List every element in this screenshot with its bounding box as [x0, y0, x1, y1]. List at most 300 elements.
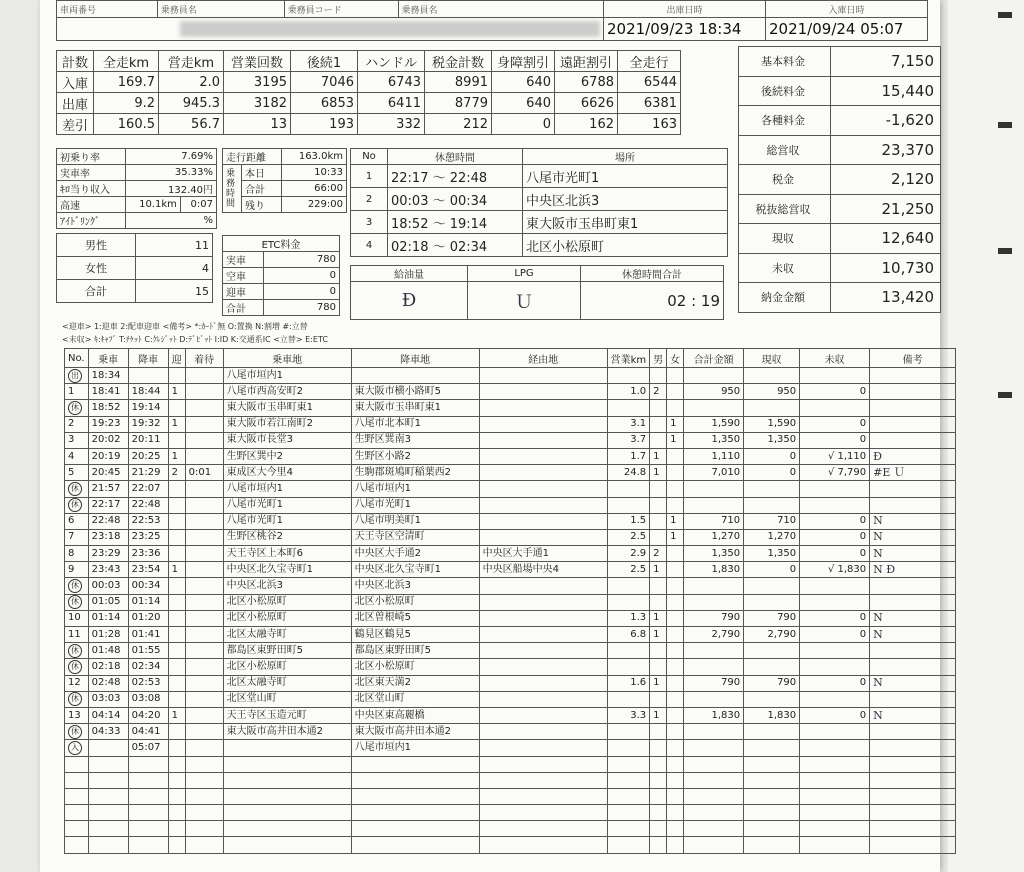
- counter-value: 212: [425, 114, 492, 135]
- counter-table: [56, 50, 681, 135]
- trip-log-cell: [128, 772, 168, 788]
- trip-log-row: [65, 465, 956, 481]
- trip-log-cell: [168, 643, 185, 659]
- fare-label: 未収: [739, 253, 831, 283]
- trip-log-cell: [870, 384, 956, 400]
- trip-log-cell: [128, 756, 168, 772]
- trip-log-cell: 11: [65, 627, 89, 643]
- trip-log-cell: [650, 772, 667, 788]
- trip-log-cell: 21:29: [128, 465, 168, 481]
- trip-log-cell: 790: [744, 675, 800, 691]
- trip-log-cell: 1.6: [607, 675, 650, 691]
- trip-log-cell: [744, 724, 800, 740]
- trip-type-badge: 休: [68, 498, 82, 512]
- trip-log-cell: 02:18: [88, 659, 128, 675]
- trip-log-cell: 八尾市光町1: [351, 497, 479, 513]
- trip-log-cell: 0: [800, 513, 870, 529]
- counter-row: [57, 114, 681, 135]
- trip-log-cell: 1: [168, 562, 185, 578]
- trip-log-row: [65, 627, 956, 643]
- trip-log-cell: [607, 821, 650, 837]
- counter-col-header: 遠距割引: [555, 51, 618, 72]
- trip-log-cell: [744, 578, 800, 594]
- trip-log-cell: 04:33: [88, 724, 128, 740]
- fuel-col-header: 休憩時間合計: [581, 266, 724, 282]
- trip-log-cell: 生野区小路2: [351, 448, 479, 464]
- trip-log-cell: 0: [800, 546, 870, 562]
- trip-log-empty-row: [65, 756, 956, 772]
- trip-log-cell: [607, 740, 650, 756]
- trip-log-row: [65, 529, 956, 545]
- trip-log-cell: 02:34: [128, 659, 168, 675]
- counter-value: 162: [555, 114, 618, 135]
- trip-log-col-header: 着待: [185, 349, 223, 368]
- trip-log-row: [65, 740, 956, 756]
- fare-value: 2,120: [831, 165, 941, 195]
- trip-type-badge: 休: [68, 579, 82, 593]
- counter-value: 945.3: [159, 93, 224, 114]
- trip-log-cell: [65, 368, 89, 384]
- fare-rows: [739, 47, 941, 313]
- trip-log-cell: N: [870, 529, 956, 545]
- trip-log-cell: 北区小松原町: [223, 659, 351, 675]
- trip-log-row: [65, 416, 956, 432]
- trip-log-cell: 1,590: [684, 416, 744, 432]
- trip-log-cell: 2: [650, 546, 667, 562]
- trip-log-cell: [88, 772, 128, 788]
- break-place: 八尾市光町1: [523, 165, 728, 188]
- trip-log-cell: 18:41: [88, 384, 128, 400]
- trip-log-cell: [800, 578, 870, 594]
- trip-log-cell: 23:29: [88, 546, 128, 562]
- trip-log-cell: [607, 643, 650, 659]
- trip-log-cell: 1,110: [684, 448, 744, 464]
- trip-log-cell: [223, 805, 351, 821]
- trip-log-cell: [744, 643, 800, 659]
- trip-type-badge: 休: [68, 595, 82, 609]
- trip-log-cell: 北区小松原町: [223, 610, 351, 626]
- trip-log-cell: [744, 805, 800, 821]
- trip-log-cell: 10: [65, 610, 89, 626]
- trip-log-row: [65, 368, 956, 384]
- trip-log-cell: [870, 659, 956, 675]
- fare-row: [739, 106, 941, 136]
- etc-value: 0: [264, 284, 340, 300]
- run-dist-value: 163.0km: [282, 149, 347, 165]
- counter-col-header: ハンドル: [358, 51, 425, 72]
- trip-type-badge: 休: [68, 401, 82, 415]
- trip-log-cell: [650, 788, 667, 804]
- trip-log-cell: [168, 497, 185, 513]
- trip-log-cell: 八尾市垣内1: [223, 481, 351, 497]
- stat-value: 10.1km: [126, 197, 181, 213]
- trip-log-cell: 20:11: [128, 432, 168, 448]
- trip-log-cell: [185, 546, 223, 562]
- fare-row: [739, 253, 941, 283]
- trip-log-cell: 1: [650, 465, 667, 481]
- pax-value: 4: [136, 257, 213, 280]
- trip-log-cell: [650, 756, 667, 772]
- trip-log-row: [65, 724, 956, 740]
- trip-log-cell: [667, 384, 684, 400]
- trip-log-cell: 東大阪市高井田本通2: [351, 724, 479, 740]
- etc-title: ETC料金: [223, 236, 340, 252]
- trip-log-cell: [800, 772, 870, 788]
- trip-log-table: [64, 348, 956, 854]
- trip-log-cell: 中央区東高麗橋: [351, 707, 479, 723]
- trip-log-cell: 東大阪市玉串町東1: [351, 400, 479, 416]
- trip-log-cell: [479, 659, 607, 675]
- trip-log-cell: [607, 756, 650, 772]
- trip-log-cell: #E Ｕ: [870, 465, 956, 481]
- trip-log-cell: [185, 562, 223, 578]
- trip-log-cell: [168, 788, 185, 804]
- stat-label: 実車率: [57, 165, 126, 181]
- trip-log-cell: [223, 821, 351, 837]
- fare-summary-table: [738, 46, 941, 313]
- trip-log-cell: [479, 448, 607, 464]
- trip-log-cell: 1,590: [744, 416, 800, 432]
- trip-log-cell: [65, 400, 89, 416]
- trip-log-cell: 中央区北久宝寺町1: [223, 562, 351, 578]
- counter-value: 0: [492, 114, 555, 135]
- trip-log-row: [65, 610, 956, 626]
- trip-log-cell: [88, 740, 128, 756]
- trip-log-cell: [479, 578, 607, 594]
- counter-value: 8779: [425, 93, 492, 114]
- counter-value: 2.0: [159, 72, 224, 93]
- fuel-col-header: LPG: [468, 266, 581, 282]
- counter-value: 3195: [224, 72, 291, 93]
- trip-log-cell: 1,350: [744, 546, 800, 562]
- trip-log-cell: [479, 481, 607, 497]
- trip-log-cell: 21:57: [88, 481, 128, 497]
- trip-log-cell: [650, 432, 667, 448]
- trip-log-cell: [650, 594, 667, 610]
- trip-log-cell: [479, 416, 607, 432]
- trip-log-cell: [684, 643, 744, 659]
- trip-log-cell: N: [870, 707, 956, 723]
- trip-log-cell: 01:14: [128, 594, 168, 610]
- trip-log-cell: 0: [800, 627, 870, 643]
- break-row: [351, 188, 728, 211]
- trip-log-cell: 01:14: [88, 610, 128, 626]
- counter-value: 7046: [291, 72, 358, 93]
- trip-log-cell: 東大阪市長堂3: [223, 432, 351, 448]
- fuel-col-header: 給油量: [351, 266, 468, 282]
- trip-log-cell: [744, 481, 800, 497]
- etc-label: 迎車: [223, 284, 264, 300]
- trip-log-cell: [185, 740, 223, 756]
- trip-log-cell: [168, 432, 185, 448]
- trip-log-cell: [128, 837, 168, 853]
- trip-log-cell: [168, 368, 185, 384]
- trip-log-row: [65, 562, 956, 578]
- trip-log-cell: [479, 837, 607, 853]
- run-dist-label: 走行距離: [223, 149, 282, 165]
- trip-log-cell: 710: [684, 513, 744, 529]
- fare-label: 納金金額: [739, 283, 831, 313]
- passenger-count-table: [56, 233, 213, 303]
- return-time: 2021/09/24 05:07: [766, 18, 928, 41]
- trip-log-cell: [607, 578, 650, 594]
- trip-log-cell: 1: [667, 416, 684, 432]
- header-label: 出庫日時: [604, 1, 766, 18]
- break-col-header: 場所: [523, 149, 728, 165]
- trip-log-cell: 八尾市北本町1: [351, 416, 479, 432]
- counter-value: 6788: [555, 72, 618, 93]
- break-place: 東大阪市玉串町東1: [523, 211, 728, 234]
- trip-log-cell: [168, 594, 185, 610]
- trip-log-cell: [88, 756, 128, 772]
- trip-log-cell: 2: [650, 384, 667, 400]
- trip-log-cell: Ð: [870, 448, 956, 464]
- trip-log-cell: [223, 756, 351, 772]
- break-total: 02 : 19: [581, 282, 724, 320]
- trip-log-cell: 01:48: [88, 643, 128, 659]
- trip-log-cell: [65, 756, 89, 772]
- trip-log-cell: [479, 740, 607, 756]
- trip-log-cell: [870, 643, 956, 659]
- trip-log-cell: 天王寺区玉造元町: [223, 707, 351, 723]
- trip-log-cell: [744, 837, 800, 853]
- trip-log-cell: [667, 368, 684, 384]
- trip-log-cell: [650, 368, 667, 384]
- fare-label: 総営収: [739, 135, 831, 165]
- trip-log-cell: 中央区大手通1: [479, 546, 607, 562]
- counter-value: 332: [358, 114, 425, 135]
- trip-log-cell: [744, 691, 800, 707]
- trip-log-cell: [684, 578, 744, 594]
- run-value: 66:00: [282, 181, 347, 197]
- trip-log-cell: [744, 772, 800, 788]
- trip-log-cell: [479, 513, 607, 529]
- rate-stats-table: [56, 148, 217, 229]
- trip-log-cell: 01:55: [128, 643, 168, 659]
- trip-log-cell: 東大阪市横小路町5: [351, 384, 479, 400]
- trip-log-cell: [351, 805, 479, 821]
- trip-log-col-header: 乗車: [88, 349, 128, 368]
- counter-rows: [57, 72, 681, 135]
- trip-log-cell: [800, 400, 870, 416]
- trip-log-cell: 1: [650, 448, 667, 464]
- trip-log-cell: 0: [800, 416, 870, 432]
- trip-log-row: [65, 594, 956, 610]
- trip-log-cell: [607, 724, 650, 740]
- trip-log-cell: 23:43: [88, 562, 128, 578]
- trip-log-cell: 00:34: [128, 578, 168, 594]
- trip-log-cell: [185, 707, 223, 723]
- run-side-label: 乗務時間: [223, 165, 242, 213]
- fuel-table: [350, 265, 724, 320]
- trip-log-cell: [684, 481, 744, 497]
- header-label: 乗務員コード: [284, 1, 398, 18]
- trip-log-cell: [650, 578, 667, 594]
- trip-log-cell: 生野区桃谷2: [223, 529, 351, 545]
- break-no: 3: [351, 211, 388, 234]
- trip-log-cell: 19:14: [128, 400, 168, 416]
- trip-log-cell: 1: [168, 384, 185, 400]
- running-time-table: [222, 148, 347, 213]
- trip-log-cell: [684, 740, 744, 756]
- trip-log-cell: [870, 788, 956, 804]
- trip-log-cell: [800, 756, 870, 772]
- trip-log-cell: 北区堂山町: [223, 691, 351, 707]
- stat-label: 高速: [57, 197, 126, 213]
- trip-log-cell: [479, 497, 607, 513]
- trip-log-cell: [168, 578, 185, 594]
- trip-log-cell: [650, 400, 667, 416]
- break-place: 中央区北浜3: [523, 188, 728, 211]
- trip-log-cell: N: [870, 513, 956, 529]
- trip-log-cell: 中央区船場中央4: [479, 562, 607, 578]
- trip-log-cell: 北区小松原町: [351, 594, 479, 610]
- header-label: 車両番号: [57, 1, 158, 18]
- trip-log-cell: [168, 691, 185, 707]
- trip-log-cell: 生野区巽中2: [223, 448, 351, 464]
- trip-log-cell: [479, 368, 607, 384]
- trip-log-cell: [479, 384, 607, 400]
- trip-log-cell: 八尾市光町1: [223, 513, 351, 529]
- trip-log-row: [65, 481, 956, 497]
- trip-log-cell: [684, 837, 744, 853]
- etc-value: 0: [264, 268, 340, 284]
- trip-log-cell: [65, 594, 89, 610]
- trip-log-cell: 01:41: [128, 627, 168, 643]
- trip-log-cell: [684, 659, 744, 675]
- trip-log-cell: [65, 821, 89, 837]
- trip-log-cell: [185, 416, 223, 432]
- trip-log-row: [65, 497, 956, 513]
- trip-log-row: [65, 384, 956, 400]
- trip-log-cell: 03:03: [88, 691, 128, 707]
- trip-log-cell: 19:23: [88, 416, 128, 432]
- trip-log-cell: 八尾市西高安町2: [223, 384, 351, 400]
- trip-type-badge: 休: [68, 660, 82, 674]
- trip-log-cell: [870, 497, 956, 513]
- trip-log-cell: 1: [650, 627, 667, 643]
- trip-log-cell: [185, 513, 223, 529]
- header-label: 入庫日時: [766, 1, 928, 18]
- trip-log-cell: [168, 610, 185, 626]
- break-place: 北区小松原町: [523, 234, 728, 257]
- trip-log-col-header: 経由地: [479, 349, 607, 368]
- trip-log-cell: [650, 513, 667, 529]
- counter-col-header: 後続1: [291, 51, 358, 72]
- counter-row-label: 出庫: [57, 93, 94, 114]
- trip-log-cell: 1,350: [684, 546, 744, 562]
- fare-label: 後続料金: [739, 76, 831, 106]
- trip-log-row: [65, 513, 956, 529]
- trip-log-cell: [667, 837, 684, 853]
- trip-log-cell: [88, 805, 128, 821]
- trip-log-col-header: 迎: [168, 349, 185, 368]
- trip-type-badge: 休: [68, 725, 82, 739]
- fare-row: [739, 76, 941, 106]
- trip-log-cell: [479, 529, 607, 545]
- trip-log-cell: [479, 707, 607, 723]
- trip-log-cell: [650, 481, 667, 497]
- counter-value: 6544: [618, 72, 681, 93]
- counter-col-header: 営走km: [159, 51, 224, 72]
- trip-log-cell: [650, 529, 667, 545]
- trip-log-cell: [65, 805, 89, 821]
- pax-label: 女性: [57, 257, 136, 280]
- trip-log-cell: 13: [65, 707, 89, 723]
- trip-log-cell: 6: [65, 513, 89, 529]
- trip-log-cell: [684, 594, 744, 610]
- trip-log-cell: 中央区大手通2: [351, 546, 479, 562]
- break-no: 2: [351, 188, 388, 211]
- trip-log-cell: [667, 805, 684, 821]
- trip-log-cell: [65, 643, 89, 659]
- trip-log-cell: 22:17: [88, 497, 128, 513]
- trip-log-row: [65, 659, 956, 675]
- run-value: 10:33: [282, 165, 347, 181]
- trip-log-cell: 中央区北浜3: [351, 578, 479, 594]
- counter-col-header: 全走km: [94, 51, 159, 72]
- trip-log-cell: 中央区北久宝寺町1: [351, 562, 479, 578]
- trip-log-cell: [351, 756, 479, 772]
- trip-log-col-header: 女: [667, 349, 684, 368]
- trip-log-cell: [684, 756, 744, 772]
- trip-log-cell: [744, 788, 800, 804]
- trip-log-cell: [800, 724, 870, 740]
- trip-log-cell: √ 1,110: [800, 448, 870, 464]
- trip-log-cell: [870, 594, 956, 610]
- trip-log-cell: [667, 481, 684, 497]
- fare-row: [739, 47, 941, 77]
- stat-label: 初乗り率: [57, 149, 126, 165]
- trip-log-cell: 12: [65, 675, 89, 691]
- trip-log-col-header: 男: [650, 349, 667, 368]
- trip-log-cell: 1.3: [607, 610, 650, 626]
- trip-log-cell: [479, 724, 607, 740]
- trip-log-cell: [185, 691, 223, 707]
- trip-log-cell: [870, 578, 956, 594]
- trip-log-cell: 2.5: [607, 529, 650, 545]
- break-row: [351, 165, 728, 188]
- fare-value: 10,730: [831, 253, 941, 283]
- trip-log-cell: [607, 659, 650, 675]
- trip-log-cell: [800, 643, 870, 659]
- trip-log-cell: [185, 400, 223, 416]
- trip-log-cell: 19:32: [128, 416, 168, 432]
- trip-log-cell: 北区曽根崎5: [351, 610, 479, 626]
- counter-row-label: 差引: [57, 114, 94, 135]
- run-value: 229:00: [282, 197, 347, 213]
- trip-log-col-header: 降車地: [351, 349, 479, 368]
- trip-log-cell: [607, 772, 650, 788]
- trip-log-cell: [351, 837, 479, 853]
- trip-log-empty-row: [65, 821, 956, 837]
- trip-log-cell: [607, 805, 650, 821]
- lpg-amount: Ｕ: [468, 282, 581, 320]
- trip-log-cell: [684, 400, 744, 416]
- trip-log-cell: 八尾市垣内1: [351, 740, 479, 756]
- fare-label: 基本料金: [739, 47, 831, 77]
- break-col-header: 休憩時間: [388, 149, 523, 165]
- trip-log-cell: [185, 481, 223, 497]
- counter-value: 6411: [358, 93, 425, 114]
- trip-log-cell: [667, 448, 684, 464]
- trip-log-cell: [479, 432, 607, 448]
- trip-log-cell: 0: [744, 465, 800, 481]
- trip-log-cell: 1.7: [607, 448, 650, 464]
- trip-log-cell: [185, 448, 223, 464]
- counter-value: 640: [492, 72, 555, 93]
- trip-log-cell: [479, 675, 607, 691]
